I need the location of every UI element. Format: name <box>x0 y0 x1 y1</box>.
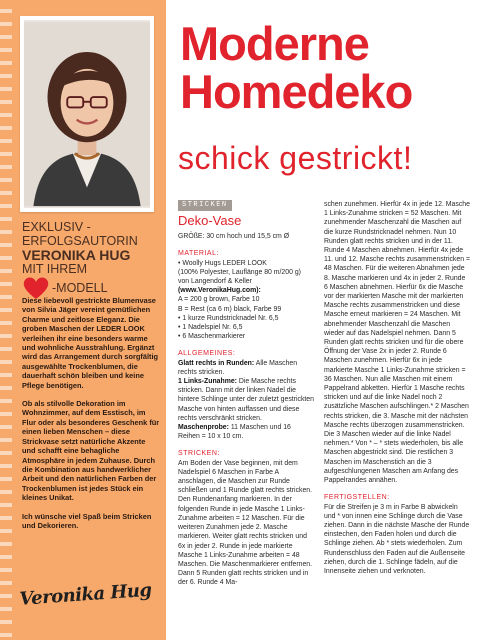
section-kicker: STRICKEN <box>178 200 232 211</box>
material-line: • 6 Maschenmarkierer <box>178 333 246 341</box>
title-line-1: Moderne <box>180 17 369 70</box>
author-name: VERONIKA HUG <box>22 247 131 263</box>
portrait-illustration <box>24 20 150 208</box>
material-line: A = 200 g brown, Farbe 10 <box>178 296 260 304</box>
general-label-3: Maschenprobe: <box>178 424 229 432</box>
general-text-2: Die Masche rechts stricken. Dann mit der linken Nadel die hintere Schlinge unter der zuletzt gestrickten Masche von hinten auffassen und diese rechts verschränkt stricken. <box>178 378 314 422</box>
title-line-2: Homedeko <box>180 65 413 118</box>
material-line: (100% Polyester, Lauflänge 80 m/200 g) <box>178 268 301 276</box>
material-line <box>178 286 314 295</box>
general-label-2: 1 Links-Zunahme: <box>178 378 237 386</box>
page-title <box>180 17 470 118</box>
article-column-2 <box>324 200 470 576</box>
material-line: • 1 kurze Rundstricknadel Nr. 6,5 <box>178 314 279 322</box>
author-signature: Veronika Hug <box>18 579 153 610</box>
general-text-3: 11 Maschen und 16 Reihen = 10 x 10 cm. <box>178 424 291 441</box>
general-paragraph-1 <box>178 359 314 377</box>
sidebar <box>0 0 166 640</box>
material-heading: MATERIAL: <box>178 250 219 258</box>
general-label-1: Glatt rechts in Runden: <box>178 359 255 367</box>
author-line-modell: -MODELL <box>52 281 108 295</box>
fertigstellen-heading: FERTIGSTELLEN: <box>324 494 390 502</box>
stricken-heading: STRICKEN: <box>178 450 220 458</box>
sidebar-intro <box>22 296 160 539</box>
article-column-1 <box>178 200 314 588</box>
material-url: (www.VeronikaHug.com): <box>178 287 261 295</box>
author-credit <box>22 220 162 300</box>
material-brand: von Langendorf & Keller <box>178 278 252 286</box>
article-heading: Deko-Vase <box>178 213 242 229</box>
author-line-erfolgsautorin: ERFOLGSAUTORIN <box>22 234 138 248</box>
sidebar-paragraph-3: Ich wünsche viel Spaß beim Stricken und Dekorieren. <box>22 511 152 530</box>
stricken-paragraph: Am Boden der Vase beginnen, mit dem Nadelspiel 6 Maschen in Farbe A anschlagen, die Maschen zur Runde schließen und 1 Runde glatt rechts stricken. Den Rundenanfang markieren. In der folgenden Runde in jede Masche 1 Links-Zunahme arbeiten = 12 Maschen. Für die weiteren Zunahmen jede 2. Masche markieren. Weiter glatt rechts stricken und 6x in jeder 2. Runde in jede markierte Masche 1 Links-Zunahme arbeiten = 48 Maschen. Die Maschenmarkierer entfernen. Dann 5 Runden glatt rechts stricken und in der 6. Runde 4 Ma- <box>178 459 313 587</box>
sidebar-paragraph-1: Diese liebevoll gestrickte Blumenvase von Silvia Jäger vereint gemütlichen Charme und zeitlose Eleganz. Die groben Maschen der LEDER LOOK verleihen ihr eine besonders warme und wohnliche Ausstrahlung. Ergänzt wird das Arrangement durch sorgfältig ausgewählte Trockenblumen, die dauerhaft schön bleiben und keine Pflege benötigen. <box>22 296 159 390</box>
general-text-1: Alle Maschen rechts stricken. <box>178 359 298 376</box>
instructions-continued: schen zunehmen. Hierfür 4x in jede 12. Masche 1 Links-Zunahme stricken = 52 Maschen. Mit zunehmender Maschenzahl die Maschen auf die kurze Rundstricknadel nehmen. Nun 10 Runden glatt rechts stricken und in der 11. Runde 4 Maschen abnehmen. Hierfür 4x jede 11. und 12. Masche rechts zusammenstricken = 48 Maschen. Für die weiteren Abnahmen jede 8. Masche markieren und 4x in jeder 2. Runde 6 Maschen abnehmen. Hierfür 6x die Masche vor der markierten Masche mit der markierten Masche rechts zusammenstricken und diese Masche erneut markieren = 24 Maschen. Mit abnehmender Maschenzahl die Maschen wieder auf das Nadelspiel nehmen. Dann 5 Runden glatt rechts stricken und für die obere Öffnung der Vase 2x in jeder 2. Runde 6 Maschen zunehmen. Hierfür 6x in jede markierte Masche 1 Links-Zunahme stricken = 36 Maschen. Nun alle Maschen mit einem Pappelrand abketten. Hierfür 1 Masche rechts stricken und auf die linke Nadel noch 2 zusätzliche Maschen aufschlingen.* 2 Maschen rechts stricken, die 3. Masche mit der nächsten Masche rechts überzogen zusammenstricken. Die 3 Maschen wieder auf die linke Nadel nehmen.* Von * – * stets wiederholen, bis alle Maschen abgestrickt sind. Die restlichen 3 Maschen im Maschenstich an die 3 aufgeschlungenen Maschen am Anfang des Pappelrandes annähen. <box>324 201 470 485</box>
author-line-exklusiv: EXKLUSIV - <box>22 220 91 234</box>
material-line: B = Rest (ca 6 m) black, Farbe 99 <box>178 305 282 313</box>
general-paragraph-2 <box>178 377 314 423</box>
size-info: GRÖßE: 30 cm hoch und 15,5 cm Ø <box>178 233 290 241</box>
fertigstellen-paragraph: Für die Streifen je 3 m in Farbe B abwickeln und * von innen eine Schlinge durch die Vase ziehen. Dann in die nächste Masche der Runde einstechen, den Faden holen und durch die Schlinge ziehen. Ab * stets wiederholen. Zum Rundenschluss den Faden auf die Außenseite ziehen, durch die 1. Schlinge fädeln, auf die Innenseite ziehen und verknoten. <box>324 503 470 575</box>
general-heading: ALLGEMEINES: <box>178 350 236 358</box>
material-line: • Woolly Hugs LEDER LOOK <box>178 259 267 267</box>
material-line <box>178 277 314 286</box>
author-line-mit-ihrem: MIT IHREM <box>22 262 88 276</box>
sidebar-paragraph-2: Ob als stilvolle Dekoration im Wohnzimmer, auf dem Esstisch, im Flur oder als besonderes Geschenk für einen lieben Menschen – diese Strickvase setzt natürliche Akzente und schafft eine behagliche Atmosphäre in jedem Zuhause. Durch die Kombination aus handwerklicher Arbeit und den natürlichen Farben der Trockenblumen ist jedes Stück ein kleines Unikat. <box>22 399 160 503</box>
general-paragraph-3 <box>178 423 314 441</box>
material-line: • 1 Nadelspiel Nr. 6,5 <box>178 324 243 332</box>
author-portrait <box>20 16 154 212</box>
page-subtitle: schick gestrickt! <box>178 140 413 176</box>
